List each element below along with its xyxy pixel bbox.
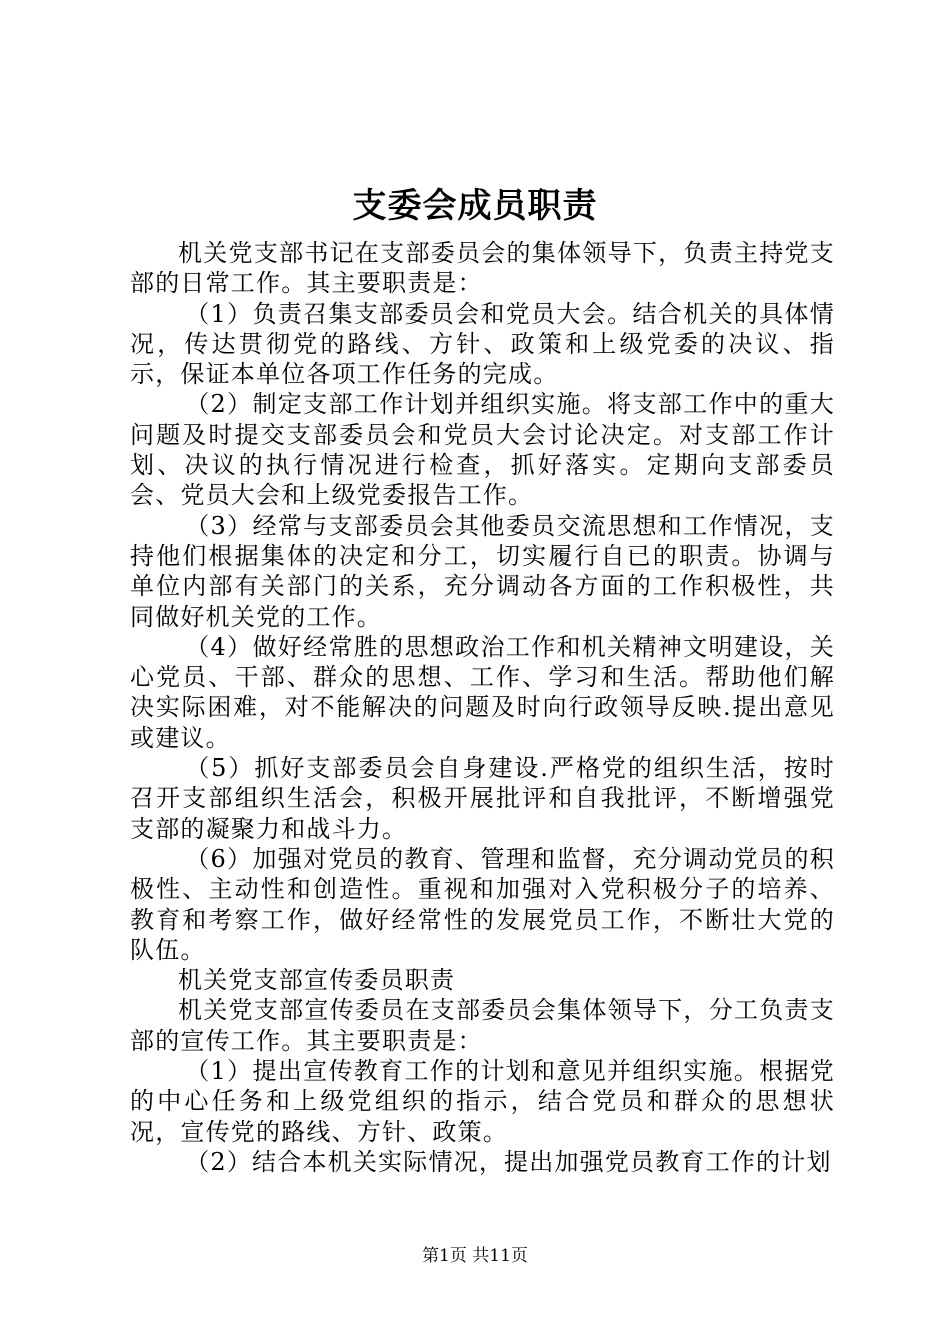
document-body [130, 238, 835, 1177]
page-footer: 第1页 共11页 [422, 1246, 528, 1266]
paragraph-secretary-item-4: （4）做好经常胜的思想政治工作和机关精神文明建设，关心党员、干部、群众的思想、工作、学习和生活。帮助他们解决实际困难，对不能解决的问题及时向行政领导反映.提出意见或建议。 [130, 632, 835, 752]
paragraph-secretary-item-1: （1）负责召集支部委员会和党员大会。结合机关的具体情况，传达贯彻党的路线、方针、政策和上级党委的决议、指示，保证本单位各项工作任务的完成。 [130, 299, 835, 389]
paragraph-secretary-item-3: （3）经常与支部委员会其他委员交流思想和工作情况，支持他们根据集体的决定和分工，切实履行自已的职责。协调与单位内部有关部门的关系，充分调动各方面的工作积极性，共同做好机关党的工作。 [130, 511, 835, 631]
paragraph-secretary-item-2: （2）制定支部工作计划并组织实施。将支部工作中的重大问题及时提交支部委员会和党员大会讨论决定。对支部工作计划、决议的执行情况进行检查，抓好落实。定期向支部委员会、党员大会和上级党委报告工作。 [130, 390, 835, 510]
paragraph-propaganda-item-1: （1）提出宣传教育工作的计划和意见并组织实施。根据党的中心任务和上级党组织的指示，结合党员和群众的思想状况，宣传党的路线、方针、政策。 [130, 1057, 835, 1146]
section-heading-propaganda: 机关党支部宣传委员职责 [178, 966, 456, 995]
paragraph-propaganda-intro: 机关党支部宣传委员在支部委员会集体领导下，分工负责支部的宣传工作。其主要职责是： [130, 996, 835, 1055]
document-title: 支委会成员职责 [352, 186, 598, 226]
paragraph-secretary-item-6: （6）加强对党员的教育、管理和监督，充分调动党员的积极性、主动性和创造性。重视和加强对入党积极分子的培养、教育和考察工作，做好经常性的发展党员工作，不断壮大党的队伍。 [130, 844, 835, 964]
paragraph-propaganda-item-2: （2）结合本机关实际情况，提出加强党员教育工作的计划 [185, 1147, 832, 1176]
paragraph-secretary-intro: 机关党支部书记在支部委员会的集体领导下，负责主持党支部的日常工作。其主要职责是： [130, 239, 835, 298]
paragraph-secretary-item-5: （5）抓好支部委员会自身建设.严格党的组织生活，按时召开支部组织生活会，积极开展批评和自我批评，不断增强党支部的凝聚力和战斗力。 [130, 754, 835, 843]
